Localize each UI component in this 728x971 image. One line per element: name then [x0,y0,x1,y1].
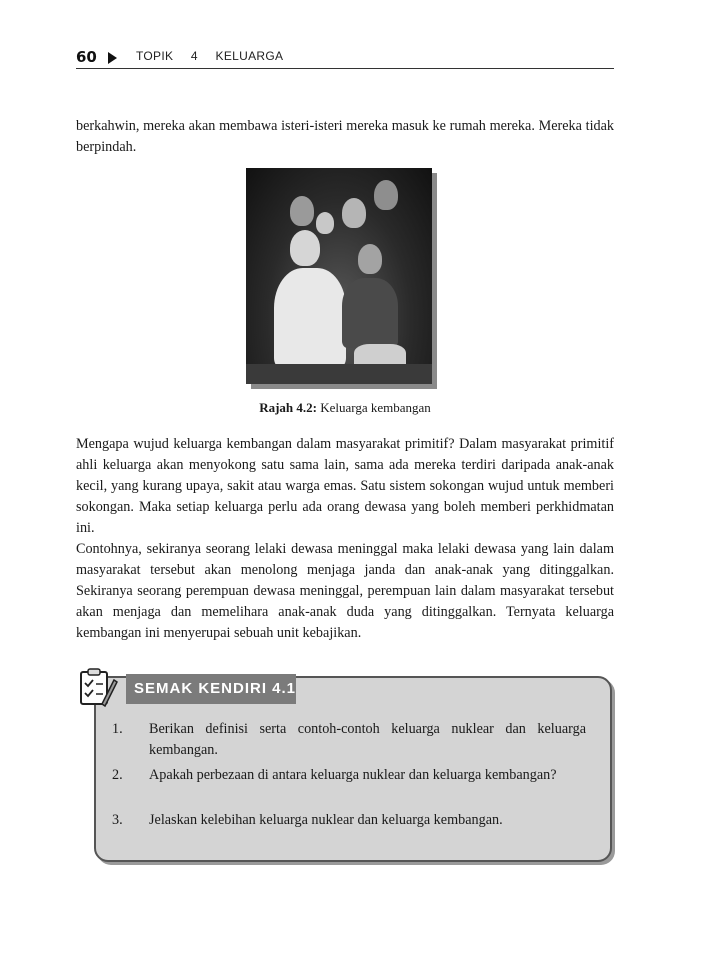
question-text: Jelaskan kelebihan keluarga nuklear dan keluarga kembangan. [149,812,503,828]
question-text: Apakah perbezaan di antara keluarga nuklear dan keluarga kembangan? [149,767,557,783]
question-number: 3. [112,812,123,828]
checklist-pencil-icon [76,666,118,710]
page-number: 60 [76,48,97,66]
question-number: 2. [112,767,123,783]
topic-title: TOPIK 4 KELUARGA [136,49,284,63]
paragraph-intro: berkahwin, mereka akan membawa isteri-isteri mereka masuk ke rumah mereka. Mereka tidak berpindah. [76,118,614,155]
self-check-title: SEMAK KENDIRI 4.1 [134,680,297,697]
family-photo [246,168,432,384]
figure-label: Rajah 4.2: [259,400,317,415]
paragraph-reason: Mengapa wujud keluarga kembangan dalam masyarakat primitif? Dalam masyarakat primitif ahli keluarga akan menyokong satu sama lain, sama ada mereka terdiri daripada anak-anak kecil, yang kurang upaya, sakit atau warga emas. Satu sistem sokongan wujud untuk memberi sokongan. Maka setiap keluarga perlu ada orang dewasa yang boleh memberi perkhidmatan ini. [76,436,614,536]
page-header [76,46,614,69]
triangle-arrow-icon [108,52,117,64]
question-text: Berikan definisi serta contoh-contoh keluarga nuklear dan keluarga kembangan. [149,721,586,758]
question-number: 1. [112,721,123,737]
paragraph-example: Contohnya, sekiranya seorang lelaki dewasa meninggal maka lelaki dewasa yang lain dalam masyarakat tersebut akan menolong menjaga janda dan anak-anak yang ditinggalkan. Sekiranya seorang perempuan dewasa meninggal, perempuan lain dalam masyarakat tersebut akan menjaga dan memelihara anak-anak duda yang ditinggalkan. Ternyata keluarga kembangan ini menyerupai sebuah unit kebajikan. [76,541,614,641]
figure-caption [76,400,614,416]
figure-caption-text: Keluarga kembangan [320,400,431,415]
